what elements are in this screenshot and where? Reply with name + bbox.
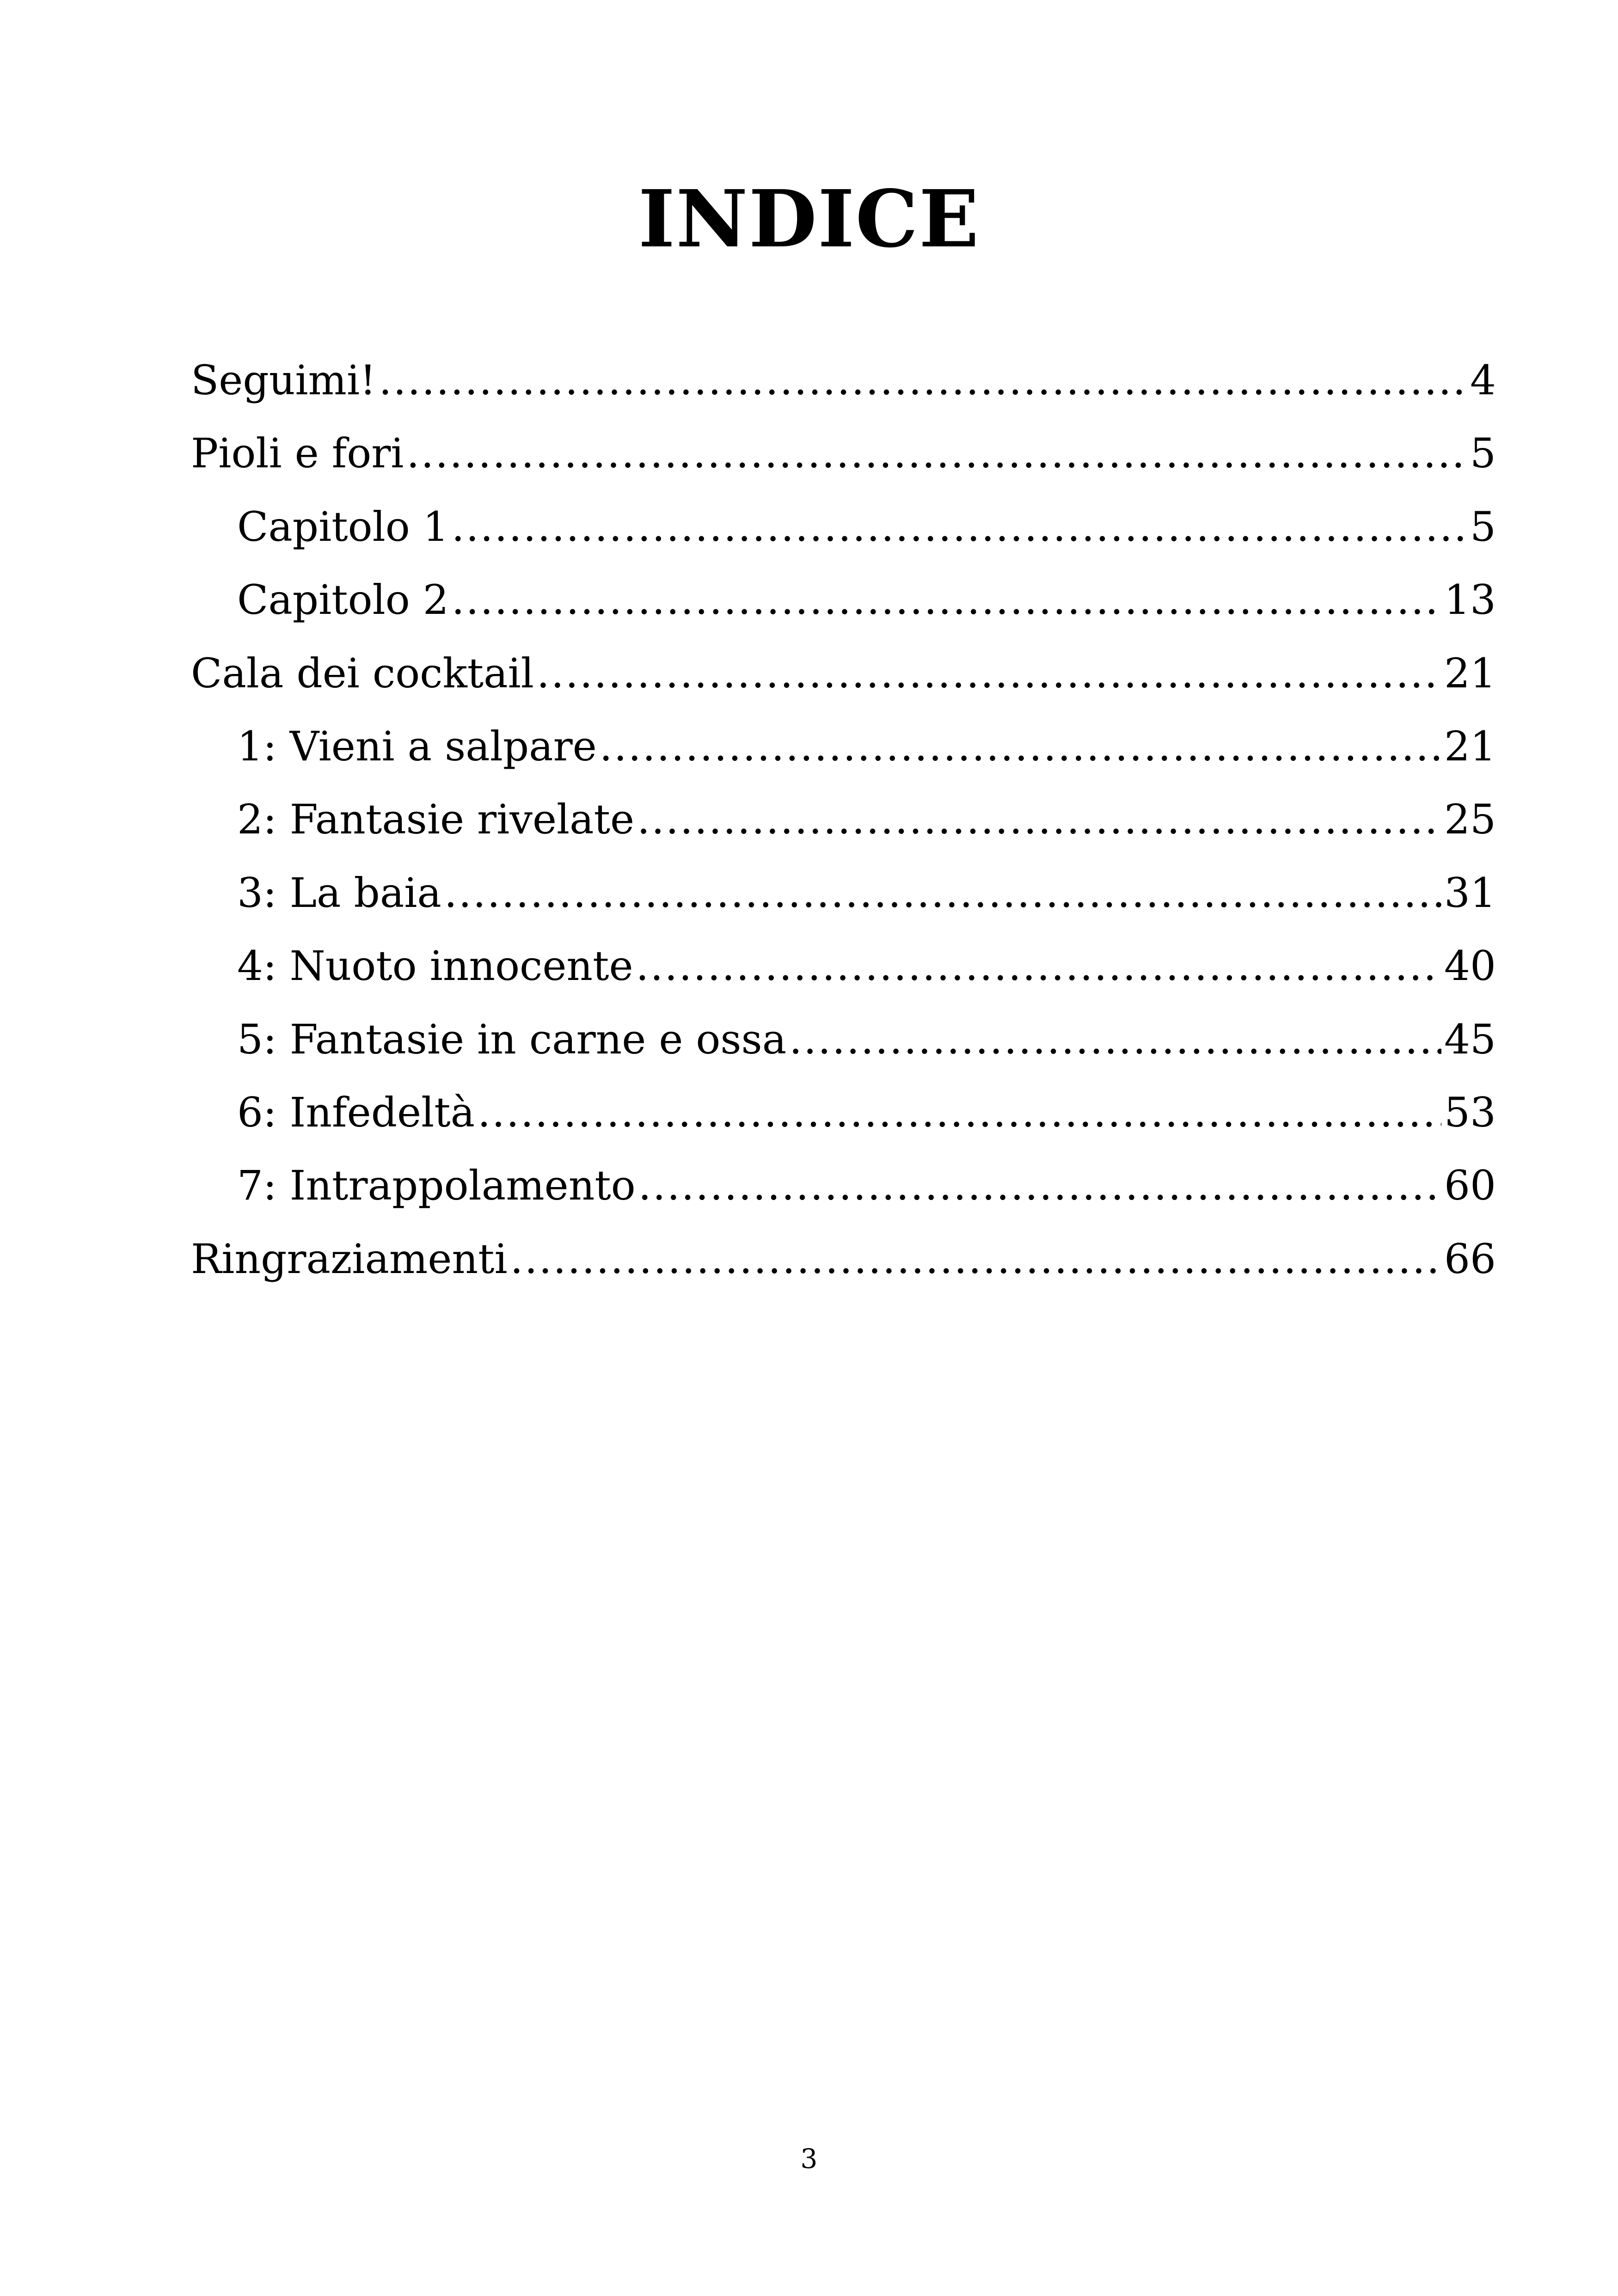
toc-entry-page: 40 (1444, 942, 1496, 990)
toc-entry-label: Ringraziamenti (191, 1235, 508, 1283)
toc-entry-page: 66 (1444, 1235, 1496, 1283)
toc-entry-page: 31 (1444, 869, 1496, 917)
toc-dot-leader (444, 857, 1441, 930)
page-title: INDICE (638, 172, 980, 265)
toc-entry[interactable] (191, 783, 1496, 856)
toc-entry[interactable] (191, 1076, 1496, 1149)
toc-entry-label: 5: Fantasie in carne e ossa (237, 1015, 787, 1063)
table-of-contents (191, 344, 1496, 1296)
toc-dot-leader (478, 1076, 1441, 1149)
toc-entry-label: 4: Nuoto innocente (237, 942, 633, 990)
toc-entry-label: 2: Fantasie rivelate (237, 796, 635, 844)
toc-dot-leader (600, 710, 1441, 783)
toc-dot-leader (789, 1003, 1441, 1076)
toc-entry[interactable] (191, 1223, 1496, 1296)
toc-entry[interactable] (191, 490, 1496, 563)
toc-entry-label: Capitolo 1 (237, 502, 449, 551)
toc-entry-page: 21 (1444, 722, 1496, 770)
toc-entry[interactable] (191, 710, 1496, 783)
toc-entry-page: 53 (1444, 1088, 1496, 1136)
toc-entry-page: 45 (1444, 1015, 1496, 1063)
toc-entry-label: Seguimi! (191, 356, 376, 404)
toc-entry-label: Capitolo 2 (237, 576, 449, 624)
toc-dot-leader (379, 344, 1467, 417)
toc-dot-leader (406, 417, 1467, 490)
page-number: 3 (800, 2143, 818, 2174)
toc-entry[interactable] (191, 637, 1496, 710)
toc-entry-page: 21 (1444, 649, 1496, 697)
toc-entry[interactable] (191, 930, 1496, 1003)
toc-dot-leader (537, 637, 1441, 710)
toc-entry[interactable] (191, 563, 1496, 637)
toc-dot-leader (452, 490, 1467, 563)
toc-dot-leader (637, 783, 1441, 856)
toc-entry-page: 5 (1470, 429, 1496, 478)
toc-entry[interactable] (191, 344, 1496, 417)
toc-dot-leader (452, 563, 1441, 637)
toc-entry-page: 13 (1444, 576, 1496, 624)
toc-entry[interactable] (191, 1003, 1496, 1076)
toc-entry-page: 60 (1444, 1162, 1496, 1210)
toc-entry-label: 1: Vieni a salpare (237, 722, 597, 770)
toc-entry-label: 6: Infedeltà (237, 1088, 475, 1136)
toc-dot-leader (636, 930, 1441, 1003)
toc-entry-label: Cala dei cocktail (191, 649, 534, 697)
toc-entry[interactable] (191, 1149, 1496, 1222)
toc-entry[interactable] (191, 417, 1496, 490)
toc-dot-leader (510, 1223, 1441, 1296)
toc-entry-label: 3: La baia (237, 869, 441, 917)
toc-entry-page: 4 (1470, 356, 1496, 404)
toc-entry-page: 5 (1470, 502, 1496, 551)
toc-dot-leader (638, 1149, 1441, 1222)
toc-entry[interactable] (191, 857, 1496, 930)
toc-entry-label: 7: Intrappolamento (237, 1162, 636, 1210)
toc-entry-page: 25 (1444, 796, 1496, 844)
toc-entry-label: Pioli e fori (191, 429, 404, 478)
